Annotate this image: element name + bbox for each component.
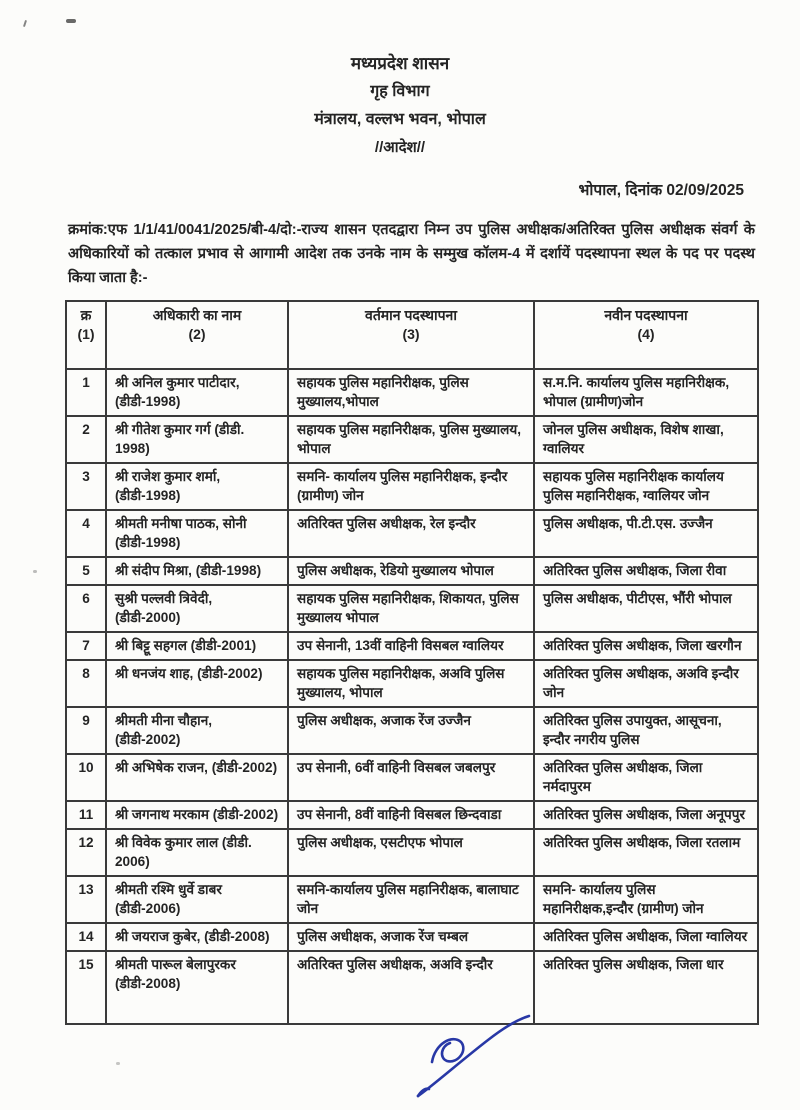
table-row [66,801,758,829]
cell-new-posting: अतिरिक्त पुलिस अधीक्षक, जिला धार [534,951,758,1024]
cell-officer-name: सुश्री पल्लवी त्रिवेदी, (डीडी-2000) [106,585,288,632]
cell-current-posting: पुलिस अधीक्षक, अजाक रेंज चम्बल [288,923,534,951]
cell-officer-name: श्री जयराज कुबेर, (डीडी-2008) [106,923,288,951]
signature-slash [418,1016,529,1096]
cell-current-posting: सहायक पुलिस महानिरीक्षक, पुलिस मुख्यालय,भोपाल [288,369,534,416]
cell-serial-number: 11 [66,801,106,829]
cell-officer-name: श्रीमती रश्मि धुर्वे डाबर (डीडी-2006) [106,876,288,923]
cell-current-posting: अतिरिक्त पुलिस अधीक्षक, अअवि इन्दौर [288,951,534,1024]
cell-new-posting: अतिरिक्त पुलिस अधीक्षक, जिला नर्मदापुरम [534,754,758,801]
table-header [66,301,758,369]
cell-officer-name: श्रीमती मीना चौहान, (डीडी-2002) [106,707,288,754]
cell-current-posting: पुलिस अधीक्षक, रेडियो मुख्यालय भोपाल [288,557,534,585]
cell-serial-number: 9 [66,707,106,754]
cell-new-posting: समनि- कार्यालय पुलिस महानिरीक्षक,इन्दौर (ग्रामीण) जोन [534,876,758,923]
cell-new-posting: अतिरिक्त पुलिस अधीक्षक, जिला रीवा [534,557,758,585]
cell-serial-number: 6 [66,585,106,632]
table-body [66,369,758,1024]
cell-officer-name: श्री बिट्टू सहगल (डीडी-2001) [106,632,288,660]
cell-current-posting: उप सेनानी, 13वीं वाहिनी विसबल ग्वालियर [288,632,534,660]
order-intro-paragraph: क्रमांक:एफ 1/1/41/0041/2025/बी-4/दो:-राज्य शासन एतदद्वारा निम्न उप पुलिस अधीक्षक/अतिरिक्त पुलिस अधीक्षक संवर्ग के अधिकारियों को तत्काल प्रभाव से आगामी आदेश तक उनके नाम के सम्मुख कॉलम-4 में दर्शायें पदस्थापना स्थल के पद पर पदस्थ किया जाता है:- [68,222,755,286]
signature-loop [432,1039,463,1062]
place-date-line: भोपाल, दिनांक 02/09/2025 [578,182,744,199]
table-row [66,829,758,876]
table-row [66,876,758,923]
table-row [66,754,758,801]
table-row [66,707,758,754]
cell-officer-name: श्री जगनाथ मरकाम (डीडी-2002) [106,801,288,829]
cell-new-posting: अतिरिक्त पुलिस अधीक्षक, अअवि इन्दौर जोन [534,660,758,707]
cell-officer-name: श्री अभिषेक राजन, (डीडी-2002) [106,754,288,801]
cell-serial-number: 12 [66,829,106,876]
header-new-num: (4) [637,326,655,342]
cell-serial-number: 10 [66,754,106,801]
table-row [66,463,758,510]
header-cell-current-posting [288,301,534,369]
header-current-label: वर्तमान पदस्थापना [365,307,457,323]
cell-serial-number: 2 [66,416,106,463]
cell-new-posting: अतिरिक्त पुलिस अधीक्षक, जिला रतलाम [534,829,758,876]
cell-current-posting: समनि-कार्यालय पुलिस महानिरीक्षक, बालाघाट जोन [288,876,534,923]
cell-officer-name: श्रीमती पारूल बेलापुरकर (डीडी-2008) [106,951,288,1024]
cell-current-posting: उप सेनानी, 6वीं वाहिनी विसबल जबलपुर [288,754,534,801]
header-serial-num: (1) [77,326,95,342]
cell-current-posting: सहायक पुलिस महानिरीक्षक, शिकायत, पुलिस मुख्यालय भोपाल [288,585,534,632]
header-new-label: नवीन पदस्थापना [604,307,688,323]
signature-tail [418,1089,429,1096]
department-title: गृह विभाग [370,83,430,100]
cell-current-posting: समनि- कार्यालय पुलिस महानिरीक्षक, इन्दौर (ग्रामीण) जोन [288,463,534,510]
cell-serial-number: 13 [66,876,106,923]
cell-serial-number: 5 [66,557,106,585]
cell-new-posting: अतिरिक्त पुलिस उपायुक्त, आसूचना, इन्दौर नगरीय पुलिस [534,707,758,754]
cell-new-posting: अतिरिक्त पुलिस अधीक्षक, जिला खरगौन [534,632,758,660]
cell-current-posting: अतिरिक्त पुलिस अधीक्षक, रेल इन्दौर [288,510,534,557]
cell-serial-number: 8 [66,660,106,707]
signature-ink [402,1012,552,1104]
table-row [66,416,758,463]
cell-officer-name: श्रीमती मनीषा पाठक, सोनी (डीडी-1998) [106,510,288,557]
cell-officer-name: श्री संदीप मिश्रा, (डीडी-1998) [106,557,288,585]
header-current-num: (3) [402,326,420,342]
header-cell-new-posting [534,301,758,369]
cell-new-posting: जोनल पुलिस अधीक्षक, विशेष शाखा, ग्वालियर [534,416,758,463]
header-serial-label: क्र [80,307,92,323]
header-cell-serial [66,301,106,369]
cell-officer-name: श्री अनिल कुमार पाटीदार, (डीडी-1998) [106,369,288,416]
document-header [0,0,800,162]
header-cell-officer-name [106,301,288,369]
cell-serial-number: 4 [66,510,106,557]
scan-artifact [116,1062,120,1065]
government-title: मध्यप्रदेश शासन [350,54,450,73]
cell-serial-number: 15 [66,951,106,1024]
header-name-num: (2) [188,326,206,342]
cell-serial-number: 1 [66,369,106,416]
table-row [66,632,758,660]
transfer-order-table [65,300,759,1025]
cell-officer-name: श्री राजेश कुमार शर्मा, (डीडी-1998) [106,463,288,510]
cell-officer-name: श्री धनजंय शाह, (डीडी-2002) [106,660,288,707]
cell-current-posting: पुलिस अधीक्षक, एसटीएफ भोपाल [288,829,534,876]
ministry-address: मंत्रालय, वल्लभ भवन, भोपाल [314,111,486,128]
cell-new-posting: अतिरिक्त पुलिस अधीक्षक, जिला ग्वालियर [534,923,758,951]
cell-new-posting: स.म.नि. कार्यालय पुलिस महानिरीक्षक, भोपाल (ग्रामीण)जोन [534,369,758,416]
cell-new-posting: पुलिस अधीक्षक, पी.टी.एस. उज्जैन [534,510,758,557]
cell-current-posting: पुलिस अधीक्षक, अजाक रेंज उज्जैन [288,707,534,754]
table-row [66,660,758,707]
order-label: //आदेश// [374,139,426,156]
cell-current-posting: सहायक पुलिस महानिरीक्षक, अअवि पुलिस मुख्यालय, भोपाल [288,660,534,707]
table-row [66,369,758,416]
cell-current-posting: सहायक पुलिस महानिरीक्षक, पुलिस मुख्यालय, भोपाल [288,416,534,463]
table-row [66,557,758,585]
scan-artifact [33,570,37,573]
cell-new-posting: अतिरिक्त पुलिस अधीक्षक, जिला अनूपपुर [534,801,758,829]
table-row [66,923,758,951]
scan-artifact [66,19,76,23]
cell-new-posting: पुलिस अधीक्षक, पीटीएस, भौंरी भोपाल [534,585,758,632]
header-name-label: अधिकारी का नाम [152,307,242,323]
cell-officer-name: श्री गीतेश कुमार गर्ग (डीडी. 1998) [106,416,288,463]
cell-current-posting: उप सेनानी, 8वीं वाहिनी विसबल छिन्दवाडा [288,801,534,829]
cell-serial-number: 3 [66,463,106,510]
table-header-row [66,301,758,369]
table-row [66,585,758,632]
cell-new-posting: सहायक पुलिस महानिरीक्षक कार्यालय पुलिस महानिरीक्षक, ग्वालियर जोन [534,463,758,510]
cell-officer-name: श्री विवेक कुमार लाल (डीडी. 2006) [106,829,288,876]
table-row [66,510,758,557]
cell-serial-number: 14 [66,923,106,951]
table-row [66,951,758,1024]
cell-serial-number: 7 [66,632,106,660]
